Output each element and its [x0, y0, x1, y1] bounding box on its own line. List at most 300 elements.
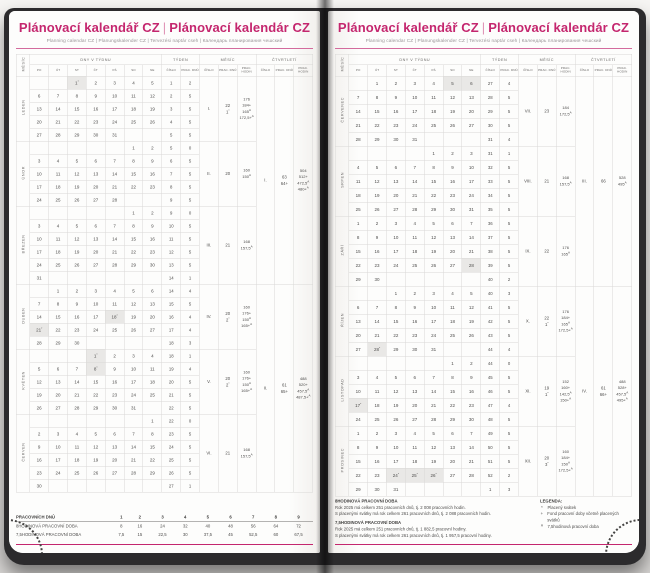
week-workdays-cell: 1	[181, 271, 200, 284]
day-cell: 2	[67, 284, 86, 297]
day-cell: 18	[405, 244, 424, 258]
sub-header: PRAC. DNŮ	[594, 65, 613, 77]
day-cell: 14	[105, 232, 124, 245]
month-number-cell: VIII.	[518, 146, 537, 216]
day-cell: 23	[143, 180, 162, 193]
week-number-cell: 26	[162, 466, 181, 479]
day-cell: 24	[405, 118, 424, 132]
day-name-header: ST	[386, 65, 405, 77]
day-cell: 21	[462, 454, 481, 468]
workdays-value: 22,5	[158, 532, 167, 537]
day-cell	[67, 414, 86, 427]
day-cell: 8	[386, 300, 405, 314]
day-cell: 22	[124, 180, 143, 193]
month-group-header: MĚSÍC	[518, 54, 575, 65]
day-cell	[462, 272, 481, 286]
week-number-cell: 48	[481, 412, 500, 426]
month-label: SRPEN	[335, 146, 349, 216]
day-cell	[67, 271, 86, 284]
week-number-cell: 27	[162, 479, 181, 492]
day-cell: 27	[86, 258, 105, 271]
workdays-col-header: 3	[148, 513, 177, 522]
day-cell: 5	[424, 426, 443, 440]
day-cell: 16	[386, 104, 405, 118]
week-number-cell: 41	[481, 300, 500, 314]
month-label: ZÁŘÍ	[335, 216, 349, 286]
day-cell: 14	[67, 375, 86, 388]
day-cell: 21	[349, 118, 368, 132]
week-workdays-cell: 4	[181, 362, 200, 375]
workdays-col-header: 5	[193, 513, 222, 522]
week-workdays-cell: 5	[181, 89, 200, 102]
week-number-cell: 8	[162, 180, 181, 193]
day-cell: 17	[386, 244, 405, 258]
month-hours-cell: 168 $157,5^A$	[237, 414, 256, 492]
bottom-rule-left	[16, 544, 313, 545]
month-hours-cell: 168 $157,5^A$	[556, 146, 575, 216]
day-cell	[124, 128, 143, 141]
workdays-value: 8	[120, 523, 123, 529]
sub-header: PRAC. DNŮ	[218, 65, 237, 77]
day-cell: 28	[462, 468, 481, 482]
title-cz: Plánovací kalendář CZ	[18, 20, 160, 35]
week-workdays-cell: 1	[181, 479, 200, 492]
week-number-cell: 6	[162, 154, 181, 167]
day-cell: 7	[30, 297, 49, 310]
workdays-col-header: 8	[268, 513, 285, 522]
day-cell: 15	[368, 104, 387, 118]
day-cell: 1	[349, 426, 368, 440]
month-label: BŘEZEN	[16, 206, 30, 284]
day-cell: 6	[86, 154, 105, 167]
day-cell: 6	[443, 426, 462, 440]
day-cell	[49, 414, 68, 427]
week-workdays-cell: 5	[181, 427, 200, 440]
week-workdays-cell: 5	[181, 440, 200, 453]
week-number-cell: 19	[162, 362, 181, 375]
day-cell: 21	[49, 115, 68, 128]
month-hours-cell: 160 176+ $150^A$ 165+$^A$	[237, 349, 256, 414]
workdays-value: 48	[228, 523, 233, 529]
week-workdays-cell: 0	[181, 414, 200, 427]
day-name-header: NE	[462, 65, 481, 77]
workdays-value: 72	[296, 523, 301, 529]
day-cell: 31	[386, 482, 405, 496]
day-cell: 23	[368, 258, 387, 272]
day-cell: 8	[443, 370, 462, 384]
day-cell: 27	[462, 118, 481, 132]
week-workdays-cell: 5	[500, 202, 519, 216]
week-number-cell: 22	[162, 414, 181, 427]
week-number-cell: 31	[481, 146, 500, 160]
day-cell: 20	[105, 453, 124, 466]
day-cell: 13	[86, 167, 105, 180]
day-cell	[143, 271, 162, 284]
day-cell: 1	[49, 284, 68, 297]
day-cell: 14	[349, 104, 368, 118]
day-cell: 3	[349, 370, 368, 384]
day-name-header: SO	[443, 65, 462, 77]
day-cell: 29	[143, 466, 162, 479]
day-cell: 10	[30, 167, 49, 180]
day-cell: 7	[124, 427, 143, 440]
day-cell: 2	[386, 76, 405, 90]
day-cell: 23	[86, 115, 105, 128]
day-cell: 23	[143, 245, 162, 258]
day-cell	[424, 482, 443, 496]
day-cell: 30	[368, 272, 387, 286]
day-cell: 19	[124, 310, 143, 323]
month-number-cell: I.	[199, 76, 218, 141]
day-cell: 23	[462, 398, 481, 412]
day-cell	[368, 356, 387, 370]
week-number-cell: 29	[481, 104, 500, 118]
day-cell: 3	[86, 284, 105, 297]
day-cell: 16	[143, 167, 162, 180]
workdays-row	[16, 530, 313, 539]
day-cell	[49, 271, 68, 284]
days-group-header: DNY V TÝDNU	[30, 54, 162, 65]
month-workdays-cell: 20 3*	[537, 426, 556, 496]
day-cell	[143, 128, 162, 141]
legend-text: Fond pracovní doby včetně placených svátků	[547, 511, 619, 523]
day-cell: 2	[405, 286, 424, 300]
week-number-cell: 3	[162, 102, 181, 115]
day-cell: 16	[105, 375, 124, 388]
day-name-header: ČT	[86, 65, 105, 77]
day-cell: 31	[405, 132, 424, 146]
month-label: DUBEN	[16, 284, 30, 349]
week-workdays-cell: 5	[181, 466, 200, 479]
week-workdays-cell: 5	[181, 154, 200, 167]
page-title	[335, 20, 632, 36]
day-cell: 22	[368, 118, 387, 132]
day-cell: 11	[443, 300, 462, 314]
week-number-cell: 15	[162, 297, 181, 310]
day-cell: 11	[49, 167, 68, 180]
day-cell: 30	[405, 342, 424, 356]
week-number-cell: 39	[481, 258, 500, 272]
day-cell: 21	[405, 188, 424, 202]
week-workdays-cell: 5	[500, 258, 519, 272]
day-cell: 25	[49, 258, 68, 271]
day-cell: 9	[30, 440, 49, 453]
week-number-cell: 13	[162, 258, 181, 271]
day-cell: 17	[424, 314, 443, 328]
day-cell: 16	[443, 174, 462, 188]
day-cell: 18	[368, 398, 387, 412]
day-cell: 2	[143, 206, 162, 219]
day-cell	[105, 414, 124, 427]
page-subtitle: Planning calendar CZ | Planungskalender CZ | Tervezési naptár cseh | Календарь планирования чешский	[46, 38, 283, 44]
day-cell: 7	[105, 154, 124, 167]
month-column-header: MĚSÍC	[16, 54, 30, 76]
month-group-header: MĚSÍC	[199, 54, 256, 65]
workdays-header-row	[16, 513, 313, 522]
day-cell: 28	[67, 401, 86, 414]
sub-header: ČÍSLO	[575, 65, 594, 77]
day-cell: 7	[462, 216, 481, 230]
day-cell: 29	[124, 258, 143, 271]
day-cell: 7	[349, 90, 368, 104]
week-number-cell: 21	[162, 388, 181, 401]
day-name-header: ÚT	[49, 65, 68, 77]
week-workdays-cell: 5	[500, 440, 519, 454]
day-cell: 6	[49, 362, 68, 375]
week-workdays-cell: 5	[500, 370, 519, 384]
week-workdays-cell: 5	[181, 401, 200, 414]
day-cell	[349, 356, 368, 370]
day-name-header: PÁ	[424, 65, 443, 77]
month-hours-cell: 152 160+ $142,5^A$ 150+$^A$	[556, 356, 575, 426]
week-workdays-cell: 4	[181, 323, 200, 336]
week-workdays-cell: 5	[181, 245, 200, 258]
week-number-cell: 2	[162, 89, 181, 102]
day-cell: 29	[86, 401, 105, 414]
day-cell: 30	[67, 336, 86, 349]
workdays-title: PRACOVNÍCH DNŮ	[16, 513, 111, 522]
day-cell: 2	[368, 216, 387, 230]
day-cell	[67, 141, 86, 154]
sub-header: ČÍSLO	[481, 65, 500, 77]
week-workdays-cell: 5	[500, 174, 519, 188]
week-workdays-cell: 5	[500, 300, 519, 314]
day-name-header: ÚT	[368, 65, 387, 77]
week-number-cell: 40	[481, 272, 500, 286]
day-cell: 29	[386, 342, 405, 356]
day-cell: 25	[349, 202, 368, 216]
day-cell: 17	[30, 180, 49, 193]
day-cell: 26	[368, 202, 387, 216]
workdays-value: 56	[250, 523, 256, 529]
week-number-cell: 33	[481, 174, 500, 188]
day-cell: 21	[462, 244, 481, 258]
sub-header: PRAC. HODIN	[613, 65, 632, 77]
week-workdays-cell: 4	[500, 398, 519, 412]
day-cell	[105, 479, 124, 492]
week-number-cell: 7	[162, 167, 181, 180]
day-cell: 8	[124, 154, 143, 167]
month-workdays-cell: 21	[218, 206, 237, 284]
sub-header: PRAC. HODIN	[294, 65, 313, 77]
day-cell	[86, 336, 105, 349]
day-cell: 9	[368, 230, 387, 244]
day-cell: 29	[368, 132, 387, 146]
day-cell: 30	[462, 412, 481, 426]
week-number-cell: 42	[481, 314, 500, 328]
day-cell: 30	[30, 479, 49, 492]
day-cell	[105, 206, 124, 219]
week-number-cell: 40	[481, 286, 500, 300]
day-cell: 12	[30, 375, 49, 388]
day-cell: 7	[405, 160, 424, 174]
day-cell: 3	[30, 154, 49, 167]
day-cell: 11	[124, 89, 143, 102]
title-rule	[16, 48, 313, 49]
day-cell	[405, 356, 424, 370]
month-hours-cell: 160 $150^A$	[237, 141, 256, 206]
day-cell: 20	[86, 180, 105, 193]
corner-perforation-right	[599, 513, 639, 553]
day-cell: 23	[443, 188, 462, 202]
quarter-number-cell: III.	[575, 76, 594, 286]
day-cell: 29	[443, 412, 462, 426]
calendar-table-h2	[335, 54, 632, 497]
day-cell: 19	[86, 453, 105, 466]
week-number-cell: 45	[481, 370, 500, 384]
day-cell: 10	[49, 440, 68, 453]
day-cell: 5	[30, 362, 49, 375]
day-cell	[405, 146, 424, 160]
week-workdays-cell: 1	[500, 146, 519, 160]
day-cell: 16	[368, 454, 387, 468]
workdays-value: 60	[273, 532, 279, 537]
day-cell: 18	[143, 375, 162, 388]
day-cell: 13	[143, 297, 162, 310]
sub-header: PRAC. DNŮ	[500, 65, 519, 77]
line-8h-2: S placenými svátky má rok celkem 261 pracovních dnů, tj. 2 088 pracovních hodin.	[335, 511, 491, 517]
day-name-header: ST	[67, 65, 86, 77]
day-cell: 8	[67, 89, 86, 102]
week-workdays-cell: 5	[181, 388, 200, 401]
week-number-cell: 32	[481, 160, 500, 174]
day-cell: 14	[462, 230, 481, 244]
day-cell: 14	[49, 102, 68, 115]
day-cell: 2	[462, 356, 481, 370]
day-cell	[386, 146, 405, 160]
day-cell: 5	[124, 284, 143, 297]
day-cell: 11	[349, 174, 368, 188]
day-cell: 12	[424, 230, 443, 244]
day-cell: 27	[349, 342, 368, 356]
day-cell: 16	[86, 102, 105, 115]
day-cell: 22	[424, 188, 443, 202]
day-cell: 9	[386, 90, 405, 104]
day-cell: 24	[462, 188, 481, 202]
week-workdays-cell: 5	[181, 115, 200, 128]
week-workdays-cell: 5	[181, 180, 200, 193]
day-cell	[124, 479, 143, 492]
day-cell: 26	[462, 328, 481, 342]
day-cell: 20	[49, 388, 68, 401]
day-cell: 20	[86, 245, 105, 258]
day-cell: 19	[424, 454, 443, 468]
day-cell: 30	[143, 258, 162, 271]
day-cell: 3	[386, 426, 405, 440]
day-cell	[105, 271, 124, 284]
day-cell: 2	[105, 349, 124, 362]
day-cell: 1	[443, 356, 462, 370]
day-cell: 18	[349, 188, 368, 202]
title-separator: |	[162, 20, 167, 35]
month-workdays-cell: 20 2*	[218, 349, 237, 414]
day-cell: 6	[349, 300, 368, 314]
day-cell	[49, 141, 68, 154]
week-number-cell: 31	[481, 132, 500, 146]
week-workdays-cell: 5	[500, 412, 519, 426]
calendar-table-h1	[16, 54, 313, 493]
week-number-cell: 30	[481, 118, 500, 132]
day-cell: 18	[49, 245, 68, 258]
month-number-cell: II.	[199, 141, 218, 206]
day-cell: 28	[124, 466, 143, 479]
day-cell: 22	[49, 323, 68, 336]
day-cell: 26	[86, 466, 105, 479]
day-cell: 26	[67, 258, 86, 271]
day-cell: 4	[424, 76, 443, 90]
day-cell: 10	[405, 90, 424, 104]
page-title	[16, 20, 313, 36]
day-cell: 14	[368, 314, 387, 328]
workdays-value: 7,5	[118, 532, 125, 537]
month-hours-cell: 184 $172,5^A$	[556, 76, 575, 146]
week-workdays-cell: 5	[500, 216, 519, 230]
day-cell: 26	[443, 118, 462, 132]
month-workdays-cell: 21	[218, 414, 237, 492]
week-workdays-cell: 2	[181, 76, 200, 89]
day-cell: 28	[349, 132, 368, 146]
day-cell: 4	[368, 370, 387, 384]
day-cell: 8	[424, 160, 443, 174]
month-number-cell: IX.	[518, 216, 537, 286]
workdays-value: 30	[182, 532, 188, 537]
day-cell: 19	[386, 398, 405, 412]
day-cell: 28	[105, 258, 124, 271]
week-number-cell: 50	[481, 440, 500, 454]
day-cell: 8	[124, 219, 143, 232]
week-number-cell: 1	[481, 482, 500, 496]
week-workdays-cell: 5	[500, 426, 519, 440]
quarter-number-cell: I.	[256, 76, 275, 284]
week-workdays-cell: 5	[181, 297, 200, 310]
day-cell: 4	[443, 286, 462, 300]
week-number-cell: 25	[162, 453, 181, 466]
workdays-value: 64	[273, 523, 279, 529]
workdays-row	[16, 522, 313, 531]
day-cell: 29	[67, 128, 86, 141]
month-hours-cell: 160 176+ $150^A$ 165+$^A$	[237, 284, 256, 349]
day-cell	[143, 193, 162, 206]
day-cell: 16	[67, 310, 86, 323]
day-cell: 15	[124, 167, 143, 180]
workdays-value: 52,5	[249, 532, 258, 537]
day-cell: 4	[349, 160, 368, 174]
day-cell: 10	[386, 440, 405, 454]
day-cell: 15	[424, 174, 443, 188]
day-cell: 31	[105, 128, 124, 141]
month-number-cell: III.	[199, 206, 218, 284]
day-cell: 6	[443, 216, 462, 230]
day-cell: 23	[105, 388, 124, 401]
week-number-cell: 5	[162, 128, 181, 141]
day-cell: 1	[349, 216, 368, 230]
day-cell: 31	[462, 202, 481, 216]
page-right	[328, 11, 639, 553]
legend-title: LEGENDA:	[540, 498, 563, 504]
day-cell	[30, 206, 49, 219]
day-cell: 20	[30, 115, 49, 128]
day-cell: 10	[386, 230, 405, 244]
month-workdays-cell: 20	[218, 141, 237, 206]
quarter-group-header: ČTVRTLETÍ	[256, 54, 313, 65]
month-workdays-cell: 19 1*	[537, 356, 556, 426]
day-cell: 20	[349, 328, 368, 342]
day-cell	[49, 206, 68, 219]
day-cell: 12	[462, 300, 481, 314]
sub-header: ČÍSLO	[162, 65, 181, 77]
month-workdays-cell: 22	[537, 216, 556, 286]
week-number-cell: 9	[162, 206, 181, 219]
